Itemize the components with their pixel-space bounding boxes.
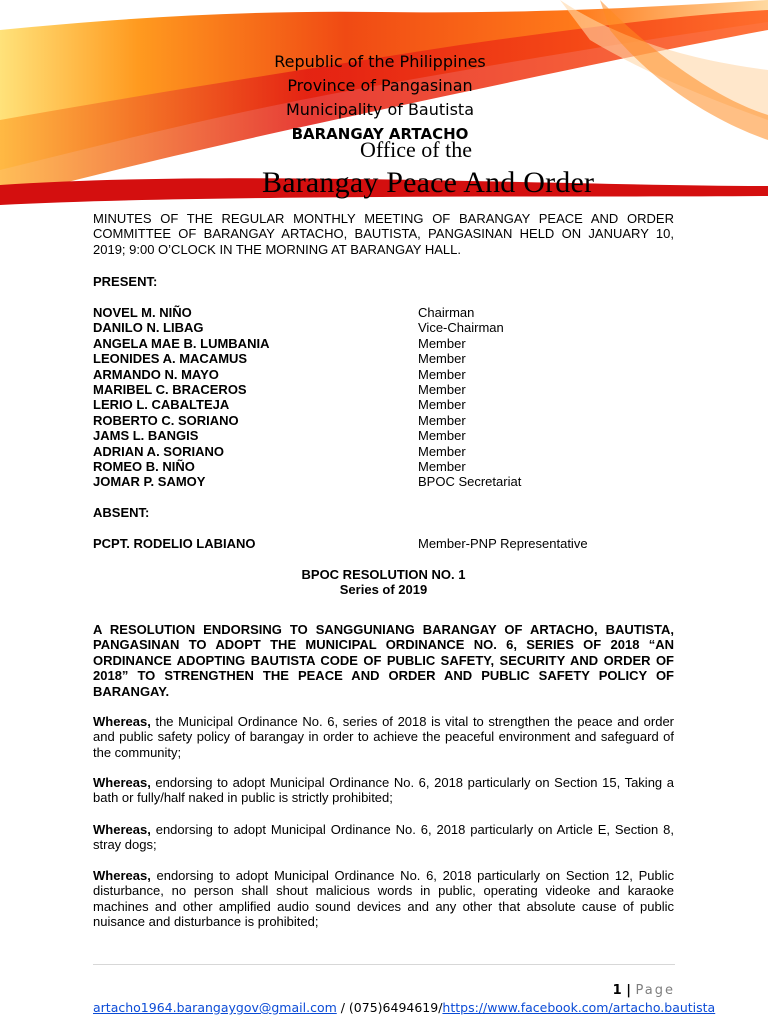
- header-province: Province of Pangasinan: [287, 76, 473, 95]
- header-municipality: Municipality of Bautista: [285, 100, 474, 119]
- whereas-label: Whereas,: [93, 714, 151, 729]
- whereas-4: [93, 868, 674, 930]
- member-row: [93, 320, 674, 335]
- whereas-label: Whereas,: [93, 822, 151, 837]
- member-role: Member: [418, 366, 466, 382]
- member-role: Member: [418, 428, 466, 444]
- member-row: [93, 305, 674, 320]
- email-link[interactable]: artacho1964.barangaygov@gmail.com: [93, 1000, 337, 1015]
- member-name: NOVEL M. NIÑO: [93, 305, 192, 320]
- header-barangay: BARANGAY ARTACHO: [291, 125, 469, 143]
- resolution-number: BPOC RESOLUTION NO. 1: [301, 567, 466, 582]
- member-name: ANGELA MAE B. LUMBANIA: [93, 335, 270, 351]
- whereas-label: Whereas,: [93, 775, 151, 790]
- whereas-3: [93, 822, 674, 853]
- header-republic: Republic of the Philippines: [274, 52, 486, 71]
- member-row: [93, 536, 674, 551]
- member-row: [93, 397, 674, 412]
- member-name: DANILO N. LIBAG: [93, 320, 204, 336]
- member-name: MARIBEL C. BRACEROS: [93, 381, 247, 397]
- member-row: [93, 428, 674, 443]
- member-row: [93, 459, 674, 474]
- member-row: [93, 336, 674, 351]
- header-office: Office of the: [360, 137, 472, 162]
- member-role: Member: [418, 397, 466, 413]
- member-row: [93, 367, 674, 382]
- member-name: PCPT. RODELIO LABIANO: [93, 536, 256, 551]
- page-word: Page: [635, 983, 675, 998]
- facebook-link[interactable]: https://www.facebook.com/artacho.bautista: [442, 1000, 716, 1015]
- member-name: ROMEO B. NIÑO: [93, 458, 195, 474]
- whereas-2: [93, 775, 674, 806]
- member-row: [93, 444, 674, 459]
- member-role: Member: [418, 381, 466, 397]
- member-row: [93, 474, 674, 489]
- footer-contact: [93, 1000, 716, 1015]
- header-block: [220, 50, 540, 146]
- absent-label: ABSENT:: [93, 505, 150, 520]
- present-list: [93, 305, 674, 490]
- member-row: [93, 382, 674, 397]
- footer-divider: [93, 964, 675, 965]
- header-committee-title: Barangay Peace And Order: [262, 166, 595, 199]
- present-label: PRESENT:: [93, 274, 158, 289]
- member-role: Chairman: [418, 305, 475, 320]
- page-number: 1: [612, 983, 622, 998]
- whereas-label: Whereas,: [93, 868, 151, 883]
- intro-paragraph: MINUTES OF THE REGULAR MONTHLY MEETING OF BARANGAY PEACE AND ORDER COMMITTEE OF BARANGAY ARTACHO, BAUTISTA, PANGASINAN HELD ON JANUARY 10, 2019; 9:00 O’CLOCK IN THE MORNING AT BARANGAY HALL.: [93, 211, 674, 257]
- whereas-text: endorsing to adopt Municipal Ordinance No. 6, 2018 particularly on Article E, Section 8, stray dogs;: [93, 822, 674, 853]
- absent-list: [93, 536, 674, 551]
- member-row: [93, 413, 674, 428]
- member-name: JOMAR P. SAMOY: [93, 474, 206, 490]
- member-name: LERIO L. CABALTEJA: [93, 397, 230, 413]
- member-name: LEONIDES A. MACAMUS: [93, 351, 248, 367]
- resolution-series: Series of 2019: [339, 582, 428, 597]
- member-role: Member: [418, 458, 466, 474]
- whereas-1: [93, 714, 674, 760]
- whereas-text: endorsing to adopt Municipal Ordinance No. 6, 2018 particularly on Section 15, Taking a bath or fully/half naked in public is strictly prohibited;: [93, 775, 674, 806]
- member-role: Member: [418, 335, 466, 351]
- member-role: Member: [418, 351, 466, 367]
- member-name: ARMANDO N. MAYO: [93, 366, 219, 382]
- member-role: BPOC Secretariat: [418, 474, 522, 490]
- member-name: ADRIAN A. SORIANO: [93, 443, 224, 459]
- whereas-text: the Municipal Ordinance No. 6, series of 2018 is vital to strengthen the peace and order and public safety policy of barangay in order to achieve the peaceful environment and safeguard of the community;: [93, 714, 674, 760]
- whereas-text: endorsing to adopt Municipal Ordinance No. 6, 2018 particularly on Section 12, Public disturbance, no person shall shout malicious words in public, operating videoke and karaoke machines and other amplified audio sound devices and any other that absolute cause of public nuisance and disturbance is prohibited;: [93, 868, 674, 930]
- member-name: JAMS L. BANGIS: [93, 428, 199, 444]
- phone-text: / (075)6494619/: [336, 1000, 443, 1015]
- page-separator: |: [621, 983, 636, 998]
- member-role: Vice-Chairman: [418, 320, 504, 336]
- member-role: Member: [418, 443, 466, 459]
- page-indicator: [613, 983, 675, 998]
- member-role: Member: [418, 412, 466, 428]
- member-role: Member-PNP Representative: [418, 536, 588, 551]
- member-row: [93, 351, 674, 366]
- resolution-title: A RESOLUTION ENDORSING TO SANGGUNIANG BARANGAY OF ARTACHO, BAUTISTA, PANGASINAN TO ADOPT THE MUNICIPAL ORDINANCE NO. 6, SERIES OF 2018 “AN ORDINANCE ADOPTING BAUTISTA CODE OF PUBLIC SAFETY, SECURITY AND ORDER OF 2018” TO STRENGTHEN THE PEACE AND ORDER AND PUBLIC SAFETY POLICY OF BARANGAY.: [93, 622, 674, 699]
- member-name: ROBERTO C. SORIANO: [93, 412, 239, 428]
